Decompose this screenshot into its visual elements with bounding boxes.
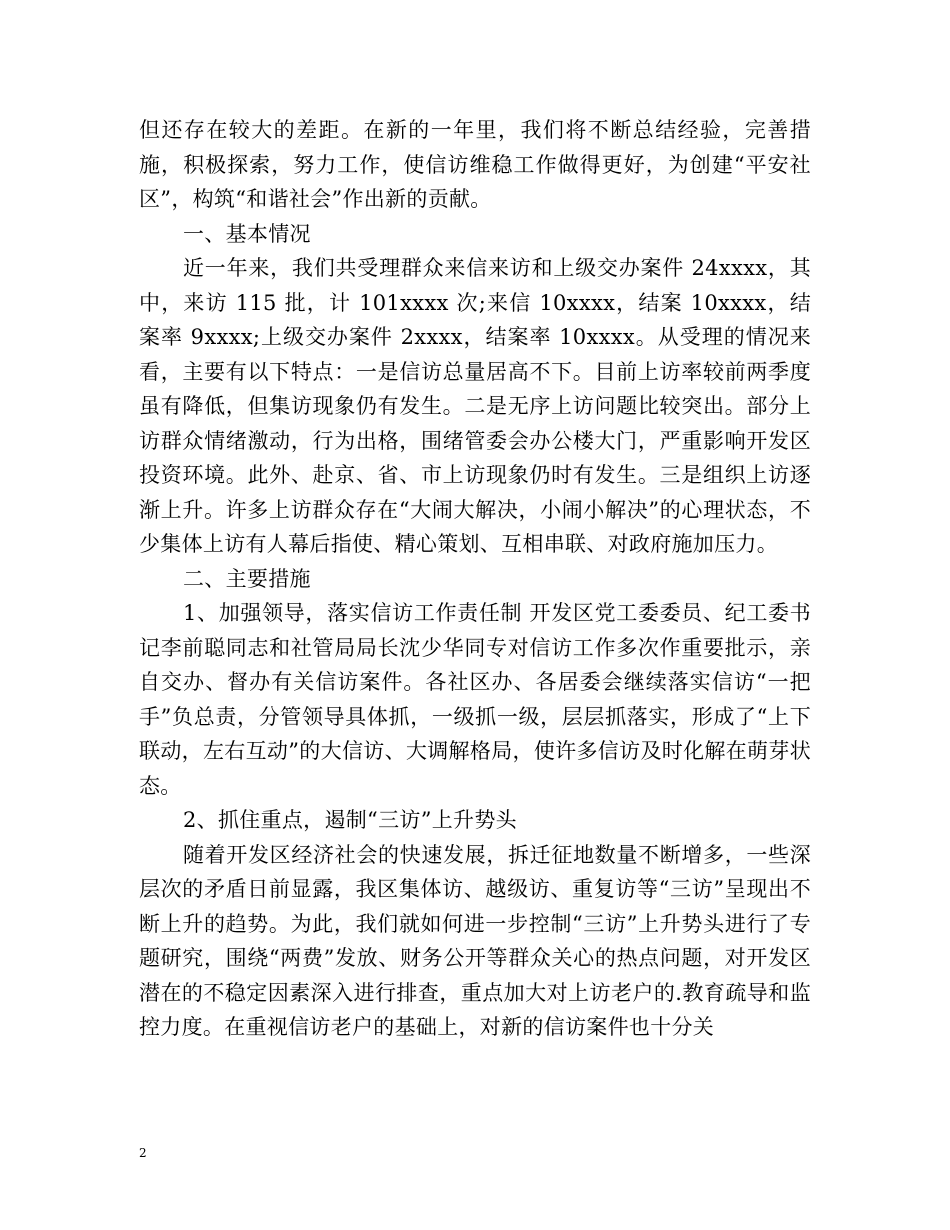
subheading-measure-2: 2、抓住重点，遏制“三访”上升势头 bbox=[183, 808, 517, 832]
paragraph-basic-situation: 近一年来，我们共受理群众来信来访和上级交办案件 24xxxx，其中，来访 115 批，计 101xxxx 次;来信 10xxxx，结案 10xxxx，结案率 9xxxx;上级交办案件 2xxxx，结案率 10xxxx。从受理的情况来看，主要有以下特点：一是信访总量居高不下。目前上访率较前两季度虽有降低，但集访现象仍有发生。二是无序上访问题比较突出。部分上访群众情绪激动，行为出格，围绪管委会办公楼大门，严重影响开发区投资环境。此外、赴京、省、市上访现象仍时有发生。三是组织上访逐渐上升。许多上访群众存在“大闹大解决，小闹小解决”的心理状态，不少集体上访有人幕后指使、精心策划、互相串联、对政府施加压力。 bbox=[139, 256, 811, 556]
page-number: 2 bbox=[139, 1146, 147, 1160]
section-heading-basic-situation: 一、基本情况 bbox=[183, 221, 311, 246]
paragraph-measure-1: 1、加强领导，落实信访工作责任制 开发区党工委委员、纪工委书记李前聪同志和社管局局长沈少华同专对信访工作多次作重要批示，亲自交办、督办有关信访案件。各社区办、各居委会继续落实信访“一把手”负总责，分管领导具体抓，一级抓一级，层层抓落实，形成了“上下联动，左右互动”的大信访、大调解格局，使许多信访及时化解在萌芽状态。 bbox=[139, 601, 811, 798]
paragraph-continuation: 但还存在较大的差距。在新的一年里，我们将不断总结经验，完善措施，积极探索，努力工作，使信访维稳工作做得更好，为创建“平安社区”，构筑“和谐社会”作出新的贡献。 bbox=[139, 118, 811, 211]
paragraph-measure-2: 随着开发区经济社会的快速发展，拆迁征地数量不断增多，一些深层次的矛盾日前显露，我区集体访、越级访、重复访等“三访”呈现出不断上升的趋势。为此，我们就如何进一步控制“三访”上升势头进行了专题研究，围绕“两费”发放、财务公开等群众关心的热点问题，对开发区潜在的不稳定因素深入进行排查，重点加大对上访老户的.教育疏导和监控力度。在重视信访老户的基础上，对新的信访案件也十分关 bbox=[139, 842, 811, 1039]
section-heading-main-measures: 二、主要措施 bbox=[183, 566, 311, 591]
document-body bbox=[139, 113, 811, 1045]
